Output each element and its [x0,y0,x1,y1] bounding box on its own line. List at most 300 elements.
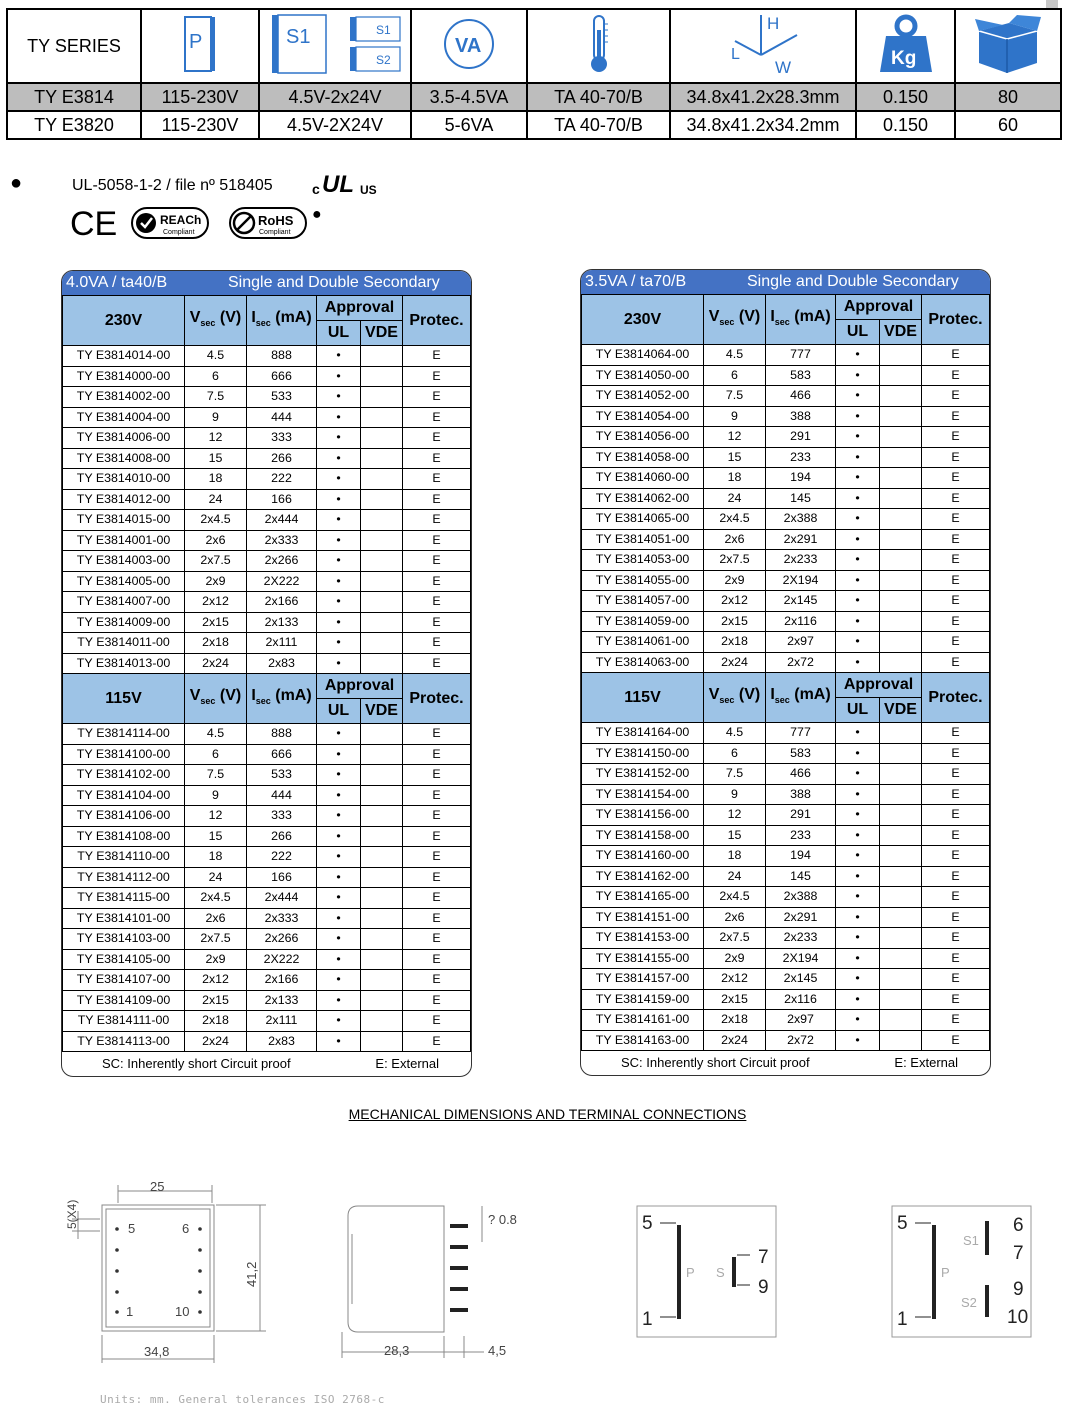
svg-text:6: 6 [1013,1215,1024,1236]
table-cell: 7.5 [704,386,766,407]
table-cell: 666 [247,744,317,765]
table-cell [361,867,403,888]
table-cell: • [317,530,361,551]
vsec-header: $V_{sec}$ (V) [704,295,766,345]
table-cell: TY E3814001-00 [63,530,185,551]
table-cell: • [317,346,361,367]
table-cell [361,592,403,613]
table-cell: 18 [704,468,766,489]
weight-cell [856,9,955,83]
table-cell: • [317,785,361,806]
table-cell [880,825,922,846]
table-cell: E [922,846,990,867]
table-cell: 2x9 [185,571,247,592]
table-row [63,949,471,970]
table-cell [880,1030,922,1051]
section-header [63,674,471,699]
table-cell: 2x444 [247,888,317,909]
table-cell: 533 [247,387,317,408]
table-cell [880,570,922,591]
table-cell: 2x15 [185,612,247,633]
table-cell [880,969,922,990]
models-table-3-5va [580,269,991,1076]
table-cell [880,529,922,550]
table-cell [361,469,403,490]
table-row [582,632,990,653]
table-cell: TY E3814100-00 [63,744,185,765]
table-cell: 291 [766,427,836,448]
table-cell: 2x12 [185,592,247,613]
series-cell: 115-230V [141,111,259,139]
table-cell: 2x233 [766,928,836,949]
table-cell: TY E3814060-00 [582,468,704,489]
table-cell: 2x12 [704,591,766,612]
table-cell: 2x18 [185,1011,247,1032]
table-cell: E [922,488,990,509]
isec-header: $I_{sec}$ (mA) [247,674,317,724]
table-cell [880,509,922,530]
table-cell: • [317,1031,361,1052]
voltage-header: 115V [63,674,185,724]
table-cell: • [836,1010,880,1031]
table-cell [361,551,403,572]
table-cell: 466 [766,764,836,785]
table-cell: TY E3814052-00 [582,386,704,407]
table-cell: • [317,387,361,408]
table-cell: 2x7.5 [185,551,247,572]
table-cell: • [317,888,361,909]
table-cell: TY E3814003-00 [63,551,185,572]
table-cell: E [922,570,990,591]
model-table [581,294,990,1051]
section-header [63,296,471,321]
table-cell: 777 [766,345,836,366]
table-cell [880,764,922,785]
table-cell [880,784,922,805]
table-title [62,271,471,295]
ul-listed-logo [312,170,380,198]
table-cell: 12 [704,805,766,826]
table-cell: E [403,428,471,449]
table-cell: 2x18 [704,632,766,653]
table-cell: 2x233 [766,550,836,571]
table-row [582,591,990,612]
table-cell [361,929,403,950]
table-cell [361,612,403,633]
table-cell [361,990,403,1011]
table-cell: 2x9 [704,948,766,969]
table-row [63,888,471,909]
table-cell [361,489,403,510]
table-cell: 222 [247,847,317,868]
table-cell [880,632,922,653]
table-cell [880,743,922,764]
table-cell: • [317,929,361,950]
table-row [63,724,471,745]
footer-note-e: E: External [894,1055,958,1070]
svg-text:S2: S2 [376,52,391,67]
table-cell: • [317,407,361,428]
table-row [582,611,990,632]
table-cell: 2x291 [766,907,836,928]
table-cell: • [836,509,880,530]
table-cell [880,365,922,386]
thermometer-icon [584,14,614,74]
table-row [63,908,471,929]
va-cell [411,9,527,83]
svg-text:P: P [189,30,203,53]
table-title-rating: 3.5VA / ta70/B [585,273,687,290]
table-cell: TY E3814062-00 [582,488,704,509]
table-cell: E [403,571,471,592]
table-cell: TY E3814065-00 [582,509,704,530]
svg-text:25: 25 [150,1179,165,1194]
table-row [63,428,471,449]
table-cell: 2x4.5 [185,510,247,531]
table-footer [581,1051,990,1075]
table-cell: 2x24 [704,1030,766,1051]
table-cell [880,345,922,366]
table-cell: E [922,509,990,530]
table-cell: 4.5 [185,724,247,745]
svg-text:9: 9 [758,1277,769,1298]
isec-header: $I_{sec}$ (mA) [766,295,836,345]
single-secondary-schematic [636,1205,778,1339]
table-cell: • [836,866,880,887]
table-cell: TY E3814158-00 [582,825,704,846]
table-cell: • [317,765,361,786]
svg-text:S1: S1 [286,25,311,48]
table-cell [361,826,403,847]
table-cell: 2x72 [766,652,836,673]
footer-note-e: E: External [375,1056,439,1071]
table-cell: 2x24 [185,653,247,674]
table-cell: TY E3814110-00 [63,847,185,868]
table-cell: 18 [704,846,766,867]
table-cell: 2x18 [704,1010,766,1031]
table-cell: 444 [247,407,317,428]
vde-header: VDE [361,321,403,346]
table-cell: 2x111 [247,633,317,654]
table-cell [880,846,922,867]
table-cell: 233 [766,447,836,468]
table-cell [361,847,403,868]
scrollbar-thumb[interactable] [1046,0,1058,8]
table-cell [880,386,922,407]
bullet: ● [10,172,23,194]
table-cell: TY E3814155-00 [582,948,704,969]
table-cell: 2x4.5 [704,509,766,530]
table-cell: 888 [247,724,317,745]
table-cell: • [317,612,361,633]
table-cell: • [836,1030,880,1051]
svg-text:? 0.8: ? 0.8 [488,1212,517,1227]
table-cell: TY E3814000-00 [63,366,185,387]
table-cell [361,908,403,929]
table-cell: 2x266 [247,929,317,950]
table-cell: • [317,867,361,888]
table-cell: • [836,907,880,928]
svg-text:41,2: 41,2 [244,1261,259,1287]
table-cell: E [403,929,471,950]
svg-text:5: 5 [128,1221,136,1236]
table-row [582,825,990,846]
table-cell [880,928,922,949]
table-cell: TY E3814111-00 [63,1011,185,1032]
svg-text:H: H [767,13,780,33]
table-cell: TY E3814004-00 [63,407,185,428]
table-row [582,784,990,805]
series-table [6,8,1062,140]
table-cell: • [317,551,361,572]
table-row [582,866,990,887]
series-cell: 0.150 [856,111,955,139]
table-title-desc: Single and Double Secondary [747,273,959,290]
table-cell: • [836,427,880,448]
table-cell: TY E3814054-00 [582,406,704,427]
series-cell: TY E3814 [7,83,141,111]
table-cell: • [317,744,361,765]
table-cell [880,488,922,509]
table-row [582,969,990,990]
table-cell: E [922,907,990,928]
table-cell [361,1031,403,1052]
table-row [63,744,471,765]
table-cell: • [836,846,880,867]
table-cell: E [403,448,471,469]
table-cell: TY E3814051-00 [582,529,704,550]
dimensions-cell [670,9,856,83]
table-cell: 266 [247,826,317,847]
table-cell: • [836,825,880,846]
dimensions-hlw-icon [721,13,805,75]
table-cell: E [922,887,990,908]
series-cell: 80 [955,83,1061,111]
vde-header: VDE [880,698,922,723]
table-cell: 166 [247,867,317,888]
svg-text:S2: S2 [961,1295,977,1310]
svg-text:1: 1 [642,1309,653,1330]
table-row [582,805,990,826]
models-table-4va [61,270,472,1077]
table-cell: 888 [247,346,317,367]
table-row [63,826,471,847]
table-cell: E [922,386,990,407]
table-cell [361,633,403,654]
table-cell: 2x97 [766,1010,836,1031]
series-row [7,83,1061,111]
table-row [63,847,471,868]
table-cell: 233 [766,825,836,846]
table-cell [361,346,403,367]
table-cell: 24 [704,488,766,509]
table-title-rating: 4.0VA / ta40/B [66,274,168,291]
svg-text:REACh: REACh [160,213,202,227]
table-cell: E [403,551,471,572]
table-cell: 18 [185,847,247,868]
table-cell: • [836,784,880,805]
table-cell: • [836,887,880,908]
table-cell: 12 [704,427,766,448]
table-cell: 4.5 [185,346,247,367]
table-cell: E [922,427,990,448]
table-cell: • [836,743,880,764]
secondary-cell [259,9,411,83]
table-cell: E [922,1030,990,1051]
table-cell: 2x6 [185,908,247,929]
approval-header: Approval [317,296,403,321]
svg-text:28,3: 28,3 [384,1343,410,1358]
mechanical-title: MECHANICAL DIMENSIONS AND TERMINAL CONNECTIONS [348,1106,747,1122]
table-cell: E [403,908,471,929]
table-cell: E [922,345,990,366]
series-cell: 34.8x41.2x28.3mm [670,83,856,111]
ul-header: UL [317,321,361,346]
footer-note-sc: SC: Inherently short Circuit proof [102,1056,291,1071]
table-cell [880,591,922,612]
table-cell: 2x266 [247,551,317,572]
table-cell: 2x12 [704,969,766,990]
table-cell: E [922,652,990,673]
svg-text:10: 10 [175,1304,190,1319]
svg-text:P: P [686,1265,695,1280]
ce-mark-icon [70,205,120,239]
table-row [63,592,471,613]
table-cell: 7.5 [704,764,766,785]
table-cell: • [317,469,361,490]
table-cell: E [922,723,990,744]
series-cell: TA 40-70/B [527,111,670,139]
svg-text:1: 1 [126,1304,134,1319]
table-cell: E [403,826,471,847]
table-cell: E [403,888,471,909]
table-cell: TY E3814156-00 [582,805,704,826]
table-cell: TY E3814063-00 [582,652,704,673]
table-cell: 194 [766,846,836,867]
svg-text:10: 10 [1007,1307,1029,1328]
table-row [63,806,471,827]
table-cell: 388 [766,406,836,427]
table-cell [361,765,403,786]
secondary-s1-s2-icon [268,13,402,75]
table-cell: • [836,764,880,785]
table-row [63,612,471,633]
table-row [582,989,990,1010]
table-cell: E [403,744,471,765]
table-cell: 583 [766,743,836,764]
svg-text:W: W [775,57,792,75]
table-cell [880,866,922,887]
table-cell: 2X222 [247,949,317,970]
table-cell: 15 [185,826,247,847]
table-cell: 15 [185,448,247,469]
table-row [582,1010,990,1031]
table-row [63,571,471,592]
table-cell: 4.5 [704,723,766,744]
approval-header: Approval [317,674,403,699]
table-cell: • [317,724,361,745]
table-row [582,570,990,591]
table-cell: 166 [247,489,317,510]
table-cell: • [317,428,361,449]
svg-text:US: US [360,183,377,197]
table-cell: 2x444 [247,510,317,531]
table-cell: TY E3814154-00 [582,784,704,805]
ul-header: UL [836,698,880,723]
series-cell: 60 [955,111,1061,139]
table-cell: E [403,1011,471,1032]
table-cell: 2x24 [185,1031,247,1052]
table-cell: 24 [185,489,247,510]
table-cell: TY E3814106-00 [63,806,185,827]
table-row [582,652,990,673]
table-cell: 222 [247,469,317,490]
isec-header: $I_{sec}$ (mA) [766,673,836,723]
table-cell: TY E3814102-00 [63,765,185,786]
table-cell: • [317,510,361,531]
table-cell: 2x133 [247,612,317,633]
table-cell: E [403,867,471,888]
table-cell [880,948,922,969]
table-title [581,270,990,294]
table-footer [62,1052,471,1076]
table-cell: 388 [766,784,836,805]
table-cell: 2x333 [247,908,317,929]
table-cell: E [922,989,990,1010]
table-row [582,1030,990,1051]
table-cell: TY E3814056-00 [582,427,704,448]
table-cell: E [403,510,471,531]
box-icon [973,13,1043,75]
table-cell: TY E3814115-00 [63,888,185,909]
table-cell [361,653,403,674]
table-cell: E [922,365,990,386]
table-cell: • [317,847,361,868]
table-cell: 12 [185,428,247,449]
table-cell: E [403,407,471,428]
table-cell: TY E3814151-00 [582,907,704,928]
svg-text:4,5: 4,5 [488,1343,507,1358]
table-row [63,510,471,531]
table-cell: TY E3814061-00 [582,632,704,653]
series-cell: 4.5V-2x24V [259,83,411,111]
table-cell: TY E3814105-00 [63,949,185,970]
table-cell: 7.5 [185,765,247,786]
table-cell: E [922,743,990,764]
table-cell: TY E3814057-00 [582,591,704,612]
table-cell: 777 [766,723,836,744]
table-cell: 291 [766,805,836,826]
table-cell: TY E3814104-00 [63,785,185,806]
double-secondary-schematic [891,1205,1033,1339]
table-cell: TY E3814005-00 [63,571,185,592]
table-cell [361,744,403,765]
table-cell [880,989,922,1010]
vsec-header: $V_{sec}$ (V) [704,673,766,723]
table-cell: E [403,806,471,827]
weight-kg-icon [878,14,934,74]
svg-text:9: 9 [1013,1279,1024,1300]
svg-text:c: c [312,181,320,197]
table-cell: 2x6 [704,529,766,550]
power-cell [141,9,259,83]
table-row [63,970,471,991]
table-cell: E [922,825,990,846]
svg-text:RoHS: RoHS [258,213,294,228]
table-cell: E [403,469,471,490]
protec-header: Protec. [922,295,990,345]
table-cell [880,550,922,571]
